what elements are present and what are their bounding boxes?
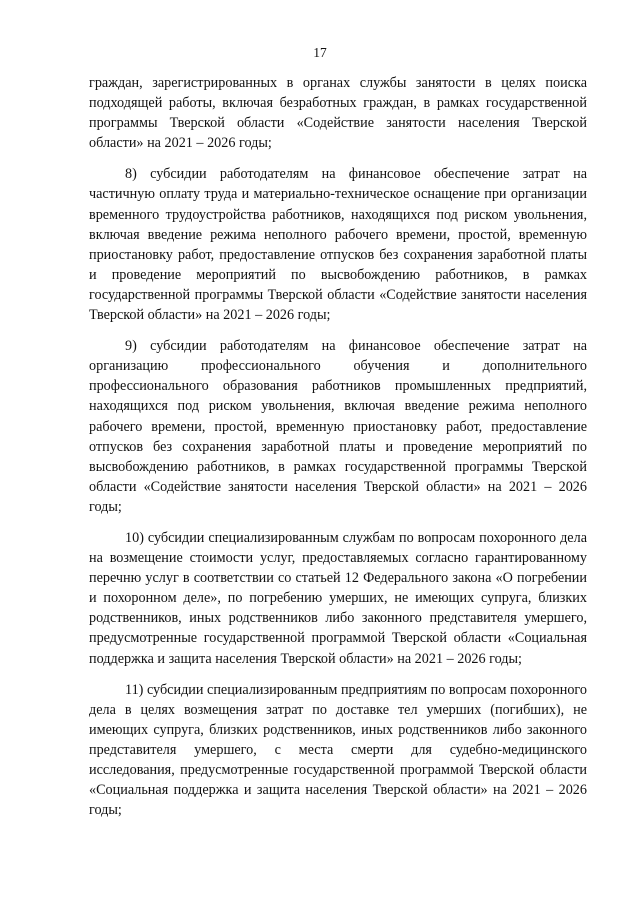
paragraph-item-8: 8) субсидии работодателям на финансовое обеспечение затрат на частичную оплату труда и материально-техническое оснащение при организации временного трудоустройства работников, находящихся под риском увольнения, включая введение режима неполного рабочего времени, простой, временную приостановку работ, предоставление отпусков без сохранения заработной платы и проведение мероприятий по высвобождению работников, в рамках государственной программы Тверской области «Содействие занятости населения Тверской области» на 2021 – 2026 годы; [89, 166, 587, 324]
document-body [89, 73, 587, 820]
paragraph-continuation: граждан, зарегистрированных в органах службы занятости в целях поиска подходящей работы, включая безработных граждан, в рамках государственной программы Тверской области «Содействие занятости населения Тверской области» на 2021 – 2026 годы; [89, 75, 587, 152]
paragraph-item-9: 9) субсидии работодателям на финансовое обеспечение затрат на организацию профессионального обучения и дополнительного профессионального образования работников промышленных предприятий, находящихся под риском увольнения, включая введение режима неполного рабочего времени, простой, временную приостановку работ, предоставление отпусков без сохранения заработной платы и проведение мероприятий по высвобождению работников, в рамках государственной программы Тверской области «Содействие занятости населения Тверской области» на 2021 – 2026 годы; [89, 338, 587, 515]
page-number: 17 [313, 45, 327, 60]
paragraph-item-11: 11) субсидии специализированным предприятиям по вопросам похоронного дела в целях возмещения затрат по доставке тел умерших (погибших), не имеющих супруга, близких родственников, иных родственников либо законного представителя умершего, с места смерти для судебно-медицинского исследования, предусмотренные государственной программой Тверской области «Социальная поддержка и защита населения Тверской области» на 2021 – 2026 годы; [89, 681, 587, 819]
paragraph-item-10: 10) субсидии специализированным службам по вопросам похоронного дела на возмещение стоимости услуг, предоставляемых согласно гарантированному перечню услуг в соответствии со статьей 12 Федерального закона «О погребении и похоронном деле», по погребению умерших, не имеющих супруга, близких родственников, иных родственников либо законного представителя умершего, предусмотренные государственной программой Тверской области «Социальная поддержка и защита населения Тверской области» на 2021 – 2026 годы; [89, 529, 587, 667]
